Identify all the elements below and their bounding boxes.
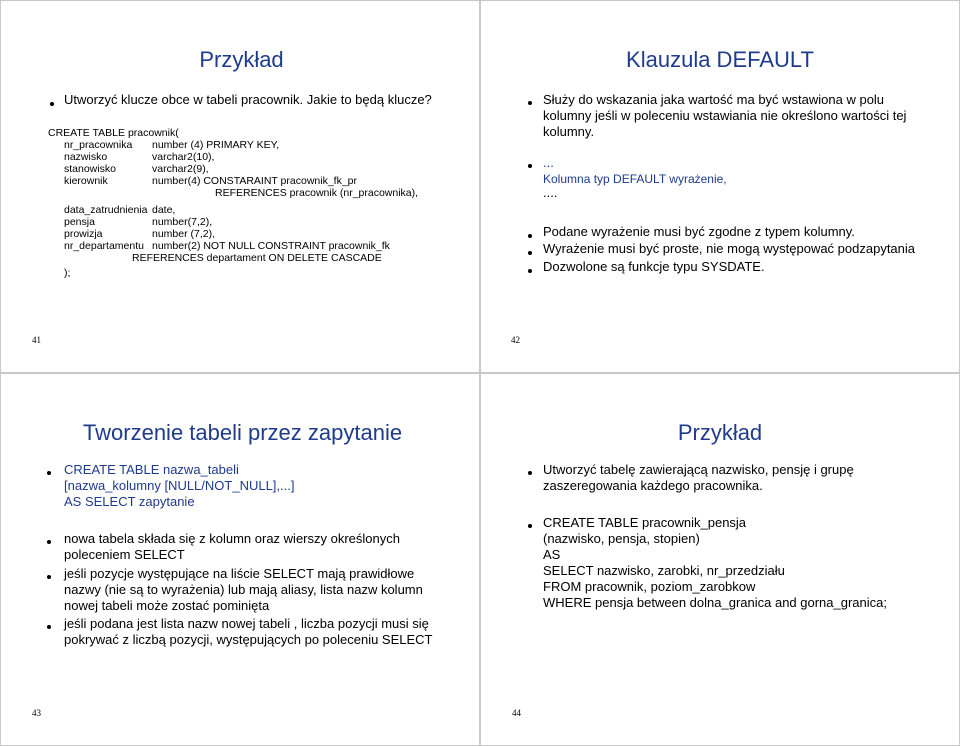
code-column-name: nr_departamentu [64, 240, 144, 252]
page-number: 43 [32, 708, 41, 718]
slide-text: nazwy (nie są to wyrażenia) lub mają aliasy, lista nazw kolumn [64, 582, 423, 597]
slide-text: kolumny. [543, 124, 595, 139]
slide-text: FROM pracownik, poziom_zarobkow [543, 579, 756, 594]
bullet-icon [528, 101, 532, 105]
code-column-def: number(7,2), [152, 216, 213, 228]
code-line: REFERENCES pracownik (nr_pracownika), [215, 187, 419, 199]
code-column-def: number (4) PRIMARY KEY, [152, 139, 280, 151]
code-column-def: varchar2(9), [152, 163, 209, 175]
code-column-def: number(4) CONSTARAINT pracownik_fk_pr [152, 175, 358, 187]
slide-title: Tworzenie tabeli przez zapytanie [82, 420, 403, 445]
slide-title: Przykład [677, 420, 763, 445]
slide-text: WHERE pensja between dolna_granica and gorna_granica; [543, 595, 887, 610]
slide-text: [nazwa_kolumny [NULL/NOT_NULL],...] [64, 478, 295, 493]
slide-text: CREATE TABLE pracownik_pensja [543, 515, 747, 530]
code-column-def: date, [152, 204, 176, 216]
code-line: CREATE TABLE pracownik( [48, 127, 179, 139]
bullet-icon [528, 164, 532, 168]
slide-42 [480, 0, 960, 373]
slide-text: .... [543, 185, 558, 200]
slide-text: Utworzyć klucze obce w tabeli pracownik. Jakie to będą klucze? [64, 92, 432, 107]
slide-title: Przykład [199, 47, 284, 72]
code-column-name: data_zatrudnienia [64, 204, 148, 216]
page-number: 41 [32, 335, 41, 345]
slide-text: SELECT nazwisko, zarobki, nr_przedziału [543, 563, 785, 578]
bullet-icon [47, 471, 51, 475]
slide-text: poleceniem SELECT [64, 547, 185, 562]
slide-text: AS SELECT zapytanie [64, 494, 195, 509]
code-column-name: nazwisko [64, 151, 108, 163]
slide-44 [480, 373, 960, 746]
code-column-name: prowizja [64, 228, 103, 240]
bullet-icon [528, 471, 532, 475]
slide-text: AS [543, 547, 561, 562]
bullet-icon [47, 540, 51, 544]
code-line: REFERENCES departament ON DELETE CASCADE [132, 252, 382, 264]
code-column-name: nr_pracownika [64, 139, 133, 151]
slide-text: kolumny jeśli w poleceniu wstawiania nie określono wartości tej [543, 108, 907, 123]
slide-text: zaszeregowania każdego pracownika. [543, 478, 763, 493]
slide-text: nowa tabela składa się z kolumn oraz wierszy określonych [64, 531, 400, 546]
slide-text: Dozwolone są funkcje typu SYSDATE. [543, 259, 765, 274]
slide-43 [0, 373, 480, 746]
slide-text: jeśli pozycje występujące na liście SELECT mają prawidłowe [64, 566, 415, 581]
slide-text: Służy do wskazania jaka wartość ma być wstawiona w polu [543, 92, 885, 107]
slide-text: ... [543, 155, 554, 170]
slide-text: pokrywać z liczbą pozycji, występujących po poleceniu SELECT [64, 632, 433, 647]
bullet-icon [528, 251, 532, 255]
code-column-def: varchar2(10), [152, 151, 215, 163]
bullet-icon [528, 269, 532, 273]
bullet-icon [47, 575, 51, 579]
slide-text: jeśli podana jest lista nazw nowej tabeli , liczba pozycji musi się [64, 616, 429, 631]
slide-text: Kolumna typ DEFAULT wyrażenie, [543, 172, 727, 186]
slide-text: Podane wyrażenie musi być zgodne z typem kolumny. [543, 224, 855, 239]
slide-title: Klauzula DEFAULT [626, 47, 814, 72]
slide-text: Wyrażenie musi być proste, nie mogą występować podzapytania [543, 241, 916, 256]
code-column-name: kierownik [64, 175, 108, 187]
page-number: 42 [511, 335, 520, 345]
bullet-icon [528, 234, 532, 238]
code-column-def: number(2) NOT NULL CONSTRAINT pracownik_fk [152, 240, 390, 252]
page-number: 44 [512, 708, 521, 718]
slide-41 [0, 0, 480, 373]
bullet-icon [528, 524, 532, 528]
code-column-name: stanowisko [64, 163, 116, 175]
bullet-icon [47, 625, 51, 629]
slide-text: CREATE TABLE nazwa_tabeli [64, 462, 239, 477]
bullet-icon [50, 102, 54, 106]
slide-text: (nazwisko, pensja, stopien) [543, 531, 700, 546]
slide-text: nowej tabeli może zostać pominięta [64, 598, 270, 613]
code-column-def: number (7,2), [152, 228, 216, 240]
slide-text: Utworzyć tabelę zawierającą nazwisko, pensję i grupę [543, 462, 854, 477]
code-line: ); [64, 267, 71, 279]
code-column-name: pensja [64, 216, 95, 228]
